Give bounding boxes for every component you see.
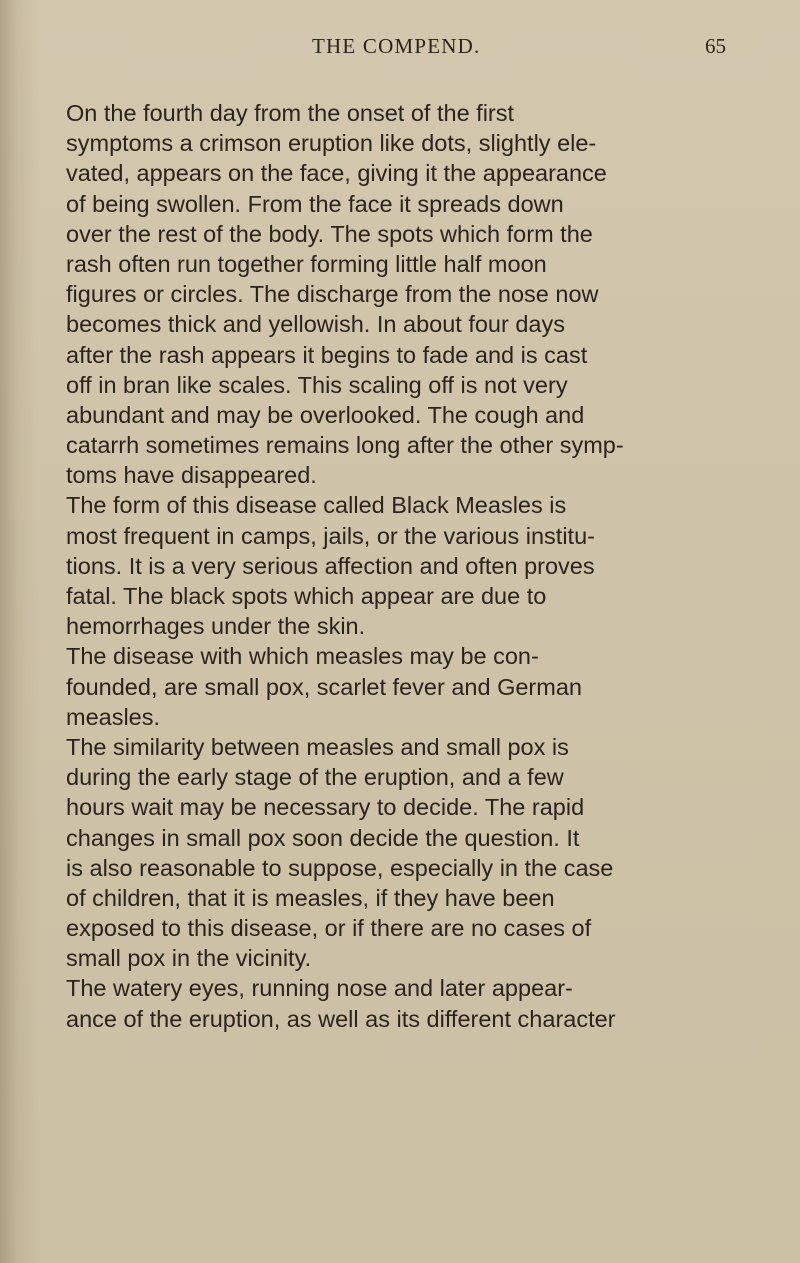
page-header xyxy=(0,34,800,64)
text-line: symptoms a crimson eruption like dots, slightly ele- xyxy=(66,130,597,157)
text-line: over the rest of the body. The spots which form the xyxy=(66,220,593,247)
text-line: hours wait may be necessary to decide. The rapid xyxy=(66,794,585,821)
text-line: tions. It is a very serious affection and often proves xyxy=(66,552,595,579)
text-line: vated, appears on the face, giving it the appearance xyxy=(66,160,607,187)
page-number: 65 xyxy=(705,34,726,58)
text-line: On the fourth day from the onset of the first xyxy=(66,100,515,126)
text-line: becomes thick and yellowish. In about four days xyxy=(66,311,565,338)
text-line: small pox in the vicinity. xyxy=(66,945,312,972)
text-line: The similarity between measles and small pox is xyxy=(66,733,569,760)
text-line: The watery eyes, running nose and later appear- xyxy=(66,975,573,1002)
text-line: after the rash appears it begins to fade and is cast xyxy=(66,341,588,368)
text-line: changes in small pox soon decide the question. It xyxy=(66,824,580,851)
text-line: during the early stage of the eruption, and a few xyxy=(66,764,564,791)
text-line: measles. xyxy=(66,703,161,730)
text-line: abundant and may be overlooked. The cough and xyxy=(66,401,585,428)
text-line: figures or circles. The discharge from the nose now xyxy=(66,281,599,308)
text-line: catarrh sometimes remains long after the other symp- xyxy=(66,432,624,459)
text-line: rash often run together forming little half moon xyxy=(66,250,547,277)
text-line: off in bran like scales. This scaling off is not very xyxy=(66,371,568,398)
text-line: of children, that it is measles, if they have been xyxy=(66,884,555,911)
running-title: THE COMPEND. xyxy=(312,34,481,58)
text-line: The form of this disease called Black Measles is xyxy=(66,492,567,519)
text-line: most frequent in camps, jails, or the various institu- xyxy=(66,522,595,549)
text-line: exposed to this disease, or if there are no cases of xyxy=(66,915,592,942)
text-line: fatal. The black spots which appear are due to xyxy=(66,583,547,609)
body-text xyxy=(66,98,746,1034)
text-line: The disease with which measles may be con- xyxy=(66,643,539,670)
text-line: toms have disappeared. xyxy=(66,462,317,489)
text-line: of being swollen. From the face it spreads down xyxy=(66,190,564,217)
text-line: hemorrhages under the skin. xyxy=(66,613,366,640)
text-line: ance of the eruption, as well as its different character xyxy=(66,1005,616,1032)
text-line: is also reasonable to suppose, especially in the case xyxy=(66,854,614,881)
text-line: founded, are small pox, scarlet fever and German xyxy=(66,673,582,700)
